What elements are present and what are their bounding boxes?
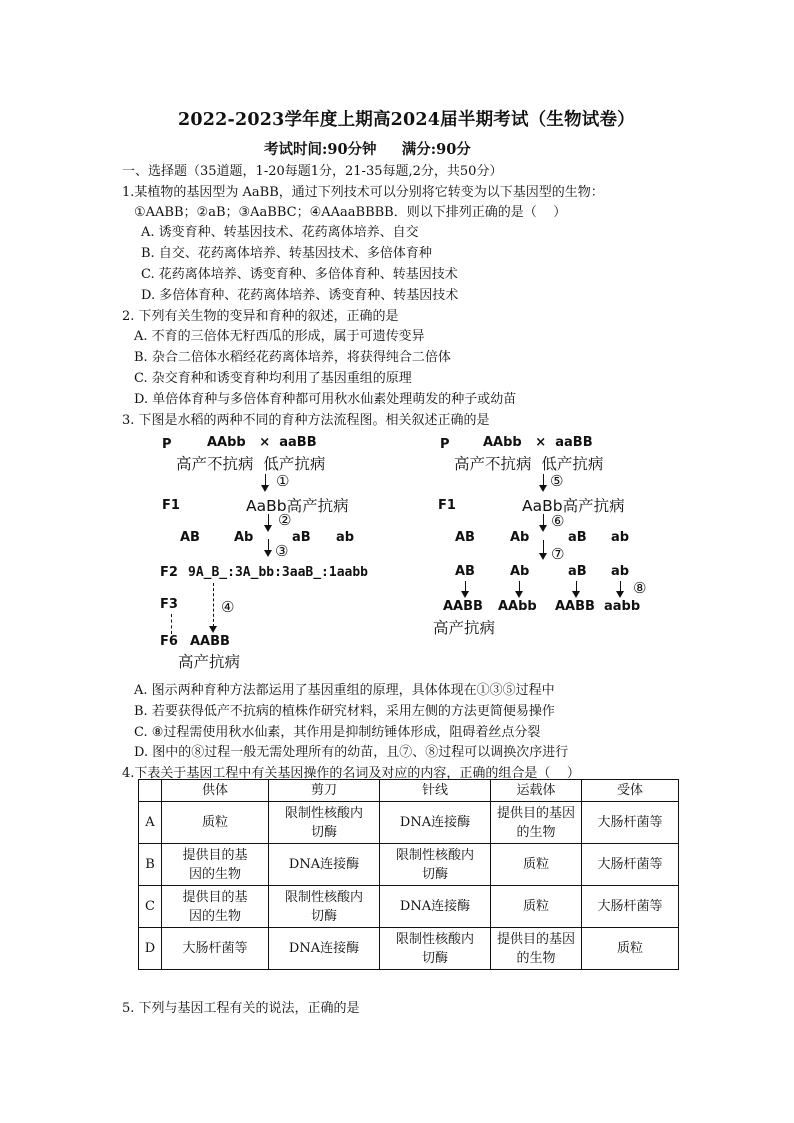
right-haploid-3: aB	[568, 564, 587, 579]
table-header-vector: 运载体	[491, 780, 582, 802]
table-cell: 提供目的基因的生物	[162, 844, 269, 886]
q1-stem-line2: ①AABB；②aB；③AaBBC；④AAaaBBBB．则以下排列正确的是（ ）	[134, 205, 567, 220]
table-cell: 提供目的基因的生物	[162, 886, 269, 928]
right-f1-label: F1	[438, 498, 456, 513]
left-arrowhead-3	[264, 550, 272, 557]
q1-option-a: A. 诱变育种、转基因技术、花药离体培养、自交	[141, 225, 419, 240]
table-cell: 质粒	[582, 928, 679, 970]
right-f1-genotype: AaBb高产抗病	[522, 497, 625, 515]
table-row	[139, 844, 679, 886]
q1-option-c: C. 花药离体培养、诱变育种、多倍体育种、转基因技术	[141, 267, 458, 282]
q3-option-b: B. 若要获得低产不抗病的植株作研究材料，采用左侧的方法更简便易操作	[134, 704, 555, 719]
right-arrowhead-8a	[461, 591, 469, 598]
table-header-donor: 供体	[162, 780, 269, 802]
table-cell: DNA连接酶	[380, 886, 491, 928]
right-arrowhead-8b	[515, 591, 523, 598]
left-f6-phenotype: 高产抗病	[178, 653, 241, 671]
q1-stem: 1.某植物的基因型为 AaBB，通过下列技术可以分别将它转变为以下基因型的生物：	[122, 185, 604, 200]
right-gamete-4: ab	[611, 530, 630, 545]
table-header-scissors: 剪刀	[269, 780, 380, 802]
table-cell: DNA连接酶	[269, 844, 380, 886]
q3-stem: 3. 下图是水稻的两种不同的育种方法流程图。相关叙述正确的是	[122, 413, 490, 428]
left-f1-genotype: AaBb高产抗病	[246, 497, 349, 515]
gene-engineering-table	[138, 779, 679, 970]
q1-option-b: B. 自交、花药离体培养、转基因技术、多倍体育种	[141, 246, 432, 261]
left-f2-ratio: 9A_B_:3A_bb:3aaB_:1aabb	[188, 565, 369, 580]
left-p-label: P	[162, 437, 172, 452]
right-haploid-4: ab	[611, 564, 630, 579]
table-cell: 限制性核酸内切酶	[380, 928, 491, 970]
right-step-7: ⑦	[551, 545, 565, 563]
right-result-1: AABB	[443, 599, 483, 614]
table-header-needle-thread: 针线	[380, 780, 491, 802]
right-gamete-3: aB	[568, 530, 587, 545]
right-step-5: ⑤	[550, 472, 564, 490]
q4-stem: 4.下表关于基因工程中有关基因操作的名词及对应的内容，正确的组合是（ ）	[122, 766, 580, 781]
table-row	[139, 802, 679, 844]
table-row-label: B	[139, 844, 162, 886]
right-haploid-1: AB	[455, 564, 475, 579]
table-header-recipient: 受体	[582, 780, 679, 802]
right-result-phenotype: 高产抗病	[433, 619, 496, 637]
left-f6-label: F6	[160, 634, 178, 649]
q2-option-c: C. 杂交育种和诱变育种均利用了基因重组的原理	[134, 371, 412, 386]
table-cell: 提供目的基因的生物	[491, 802, 582, 844]
table-row-label: A	[139, 802, 162, 844]
right-gamete-1: AB	[455, 530, 475, 545]
right-arrowhead-8c	[572, 591, 580, 598]
right-result-4: aabb	[604, 599, 641, 614]
left-f3-f6-line	[171, 614, 172, 634]
exam-title: 2022-2023学年度上期高2024届半期考试（生物试卷）	[178, 110, 635, 130]
table-header-blank	[139, 780, 162, 802]
right-parent-cross: AAbb × aaBB	[483, 435, 593, 450]
left-arrowhead-4	[209, 626, 217, 633]
left-gamete-ab-1: AB	[180, 530, 200, 545]
table-row	[139, 886, 679, 928]
table-header-row	[139, 780, 679, 802]
q2-option-d: D. 单倍体育种与多倍体育种都可用秋水仙素处理萌发的种子或幼苗	[134, 392, 517, 407]
left-parent-cross: AAbb × aaBB	[207, 435, 317, 450]
left-arrowhead-1	[261, 485, 269, 492]
table-cell: 限制性核酸内切酶	[380, 844, 491, 886]
table-row	[139, 928, 679, 970]
left-step-2: ②	[278, 511, 292, 529]
q3-option-c: C. ⑧过程需使用秋水仙素，其作用是抑制纺锤体形成，阻碍着丝点分裂	[134, 725, 541, 740]
right-arrow-7	[543, 540, 544, 554]
table-cell: 质粒	[491, 886, 582, 928]
left-step-1: ①	[276, 472, 290, 490]
right-arrowhead-5	[539, 485, 547, 492]
left-gamete-ab-3: aB	[292, 530, 311, 545]
right-arrowhead-8d	[616, 591, 624, 598]
q5-stem: 5. 下列与基因工程有关的说法，正确的是	[122, 1001, 360, 1016]
table-cell: 限制性核酸内切酶	[269, 802, 380, 844]
table-cell: DNA连接酶	[269, 928, 380, 970]
table-cell: 限制性核酸内切酶	[269, 886, 380, 928]
right-step-6: ⑥	[551, 512, 565, 530]
q2-option-a: A. 不育的三倍体无籽西瓜的形成，属于可遗传变异	[134, 329, 425, 344]
left-f6-genotype: AABB	[190, 634, 230, 649]
table-cell: 大肠杆菌等	[162, 928, 269, 970]
table-cell: 大肠杆菌等	[582, 886, 679, 928]
right-arrowhead-7	[539, 553, 547, 560]
left-dashed-arrow	[213, 583, 214, 627]
exam-subtitle: 考试时间:90分钟 满分:90分	[264, 141, 471, 158]
section-heading: 一、选择题（35道题，1-20每题1分，21-35每题,2分，共50分）	[122, 164, 503, 179]
right-result-2: AAbb	[498, 599, 537, 614]
q1-option-d: D. 多倍体育种、花药离体培养、诱变育种、转基因技术	[141, 288, 459, 303]
right-arrowhead-6	[539, 525, 547, 532]
right-haploid-2: Ab	[510, 564, 530, 579]
q2-option-b: B. 杂合二倍体水稻经花药离体培养，将获得纯合二倍体	[134, 350, 451, 365]
table-row-label: C	[139, 886, 162, 928]
left-arrowhead-2	[264, 525, 272, 532]
left-step-4: ④	[221, 598, 235, 616]
right-result-3: AABB	[555, 599, 595, 614]
table-cell: 质粒	[491, 844, 582, 886]
right-parent-phenotypes: 高产不抗病 低产抗病	[454, 455, 604, 473]
table-cell: 大肠杆菌等	[582, 844, 679, 886]
right-p-label: P	[440, 437, 450, 452]
q2-stem: 2. 下列有关生物的变异和育种的叙述，正确的是	[122, 309, 399, 324]
table-cell: 质粒	[162, 802, 269, 844]
right-step-8: ⑧	[633, 579, 647, 597]
table-cell: 大肠杆菌等	[582, 802, 679, 844]
left-gamete-ab-2: Ab	[234, 530, 254, 545]
left-gamete-ab-4: ab	[336, 530, 355, 545]
left-f2-label: F2	[160, 565, 178, 580]
left-f1-label: F1	[162, 498, 180, 513]
left-parent-phenotypes: 高产不抗病 低产抗病	[176, 455, 326, 473]
q3-option-d: D. 图中的⑧过程一般无需处理所有的幼苗，且⑦、⑧过程可以调换次序进行	[134, 745, 569, 760]
left-f3-label: F3	[160, 597, 178, 612]
left-step-3: ③	[275, 542, 289, 560]
q3-option-a: A. 图示两种育种方法都运用了基因重组的原理，具体体现在①③⑤过程中	[134, 683, 555, 698]
table-cell: 提供目的基因的生物	[491, 928, 582, 970]
table-row-label: D	[139, 928, 162, 970]
table-cell: DNA连接酶	[380, 802, 491, 844]
right-gamete-2: Ab	[510, 530, 530, 545]
